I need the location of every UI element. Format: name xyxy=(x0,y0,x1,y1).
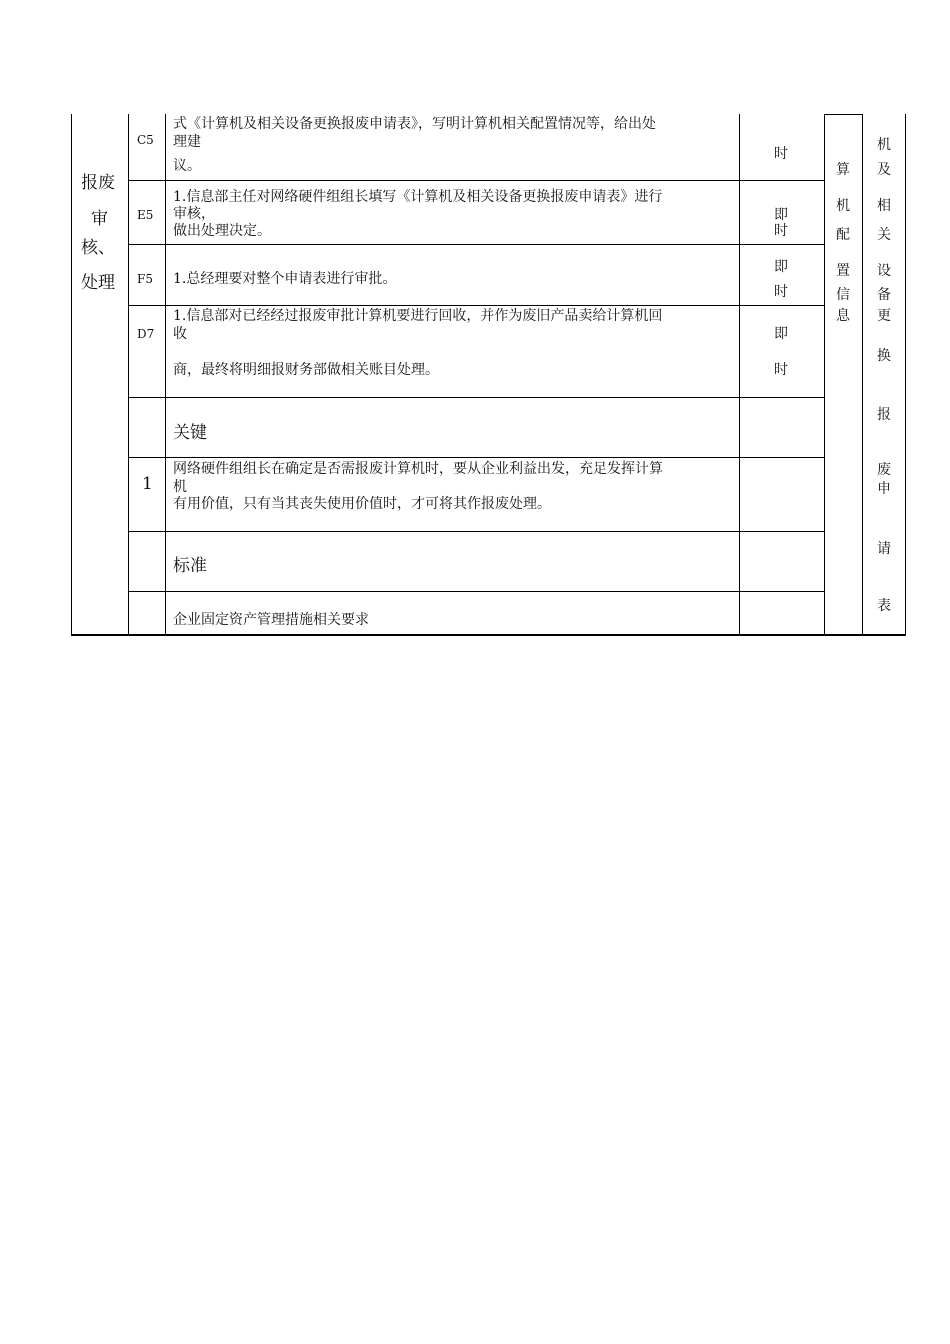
grid-line xyxy=(128,114,129,636)
grid-line xyxy=(128,397,825,398)
step-code: F5 xyxy=(137,272,153,286)
step-text: 议。 xyxy=(173,158,201,174)
grid-line xyxy=(165,114,166,636)
time-label: 即 xyxy=(774,326,788,342)
step-text: 商，最终将明细报财务部做相关账目处理。 xyxy=(173,362,439,378)
doc-column-char: 算 xyxy=(836,162,850,178)
stage-label: 核、 xyxy=(81,238,115,258)
doc-column-char: 关 xyxy=(877,227,891,243)
time-label: 时 xyxy=(774,362,788,378)
stage-label: 报废 xyxy=(81,173,115,193)
time-label: 时 xyxy=(774,284,788,300)
key-item-text: 有用价值，只有当其丧失使用价值时，才可将其作报废处理。 xyxy=(173,496,551,512)
step-code: D7 xyxy=(137,327,155,341)
doc-column-char: 机 xyxy=(877,137,891,153)
grid-line xyxy=(128,457,825,458)
key-item-text: 网络硬件组组长在确定是否需报废计算机时，要从企业利益出发，充足发挥计算 xyxy=(173,461,663,477)
grid-line xyxy=(824,114,825,636)
key-item-number: 1 xyxy=(142,474,153,494)
doc-column-char: 信 xyxy=(836,287,850,303)
grid-line xyxy=(128,531,825,532)
grid-line xyxy=(739,114,740,636)
doc-column-char: 置 xyxy=(836,263,850,279)
step-text: 1.总经理要对整个申请表进行审批。 xyxy=(173,271,397,287)
doc-column-char: 废 xyxy=(877,462,891,478)
step-code: E5 xyxy=(137,208,154,222)
doc-column-char: 申 xyxy=(877,481,891,497)
time-label: 时 xyxy=(774,223,788,239)
grid-line xyxy=(128,591,825,592)
key-item-text: 机 xyxy=(173,479,187,495)
step-text: 理建 xyxy=(173,134,201,150)
step-text: 1.信息部对已经经过报废审批计算机要进行回收，并作为废旧产品卖给计算机回 xyxy=(173,308,663,324)
step-text: 收 xyxy=(173,326,187,342)
step-text: 1.信息部主任对网络硬件组组长填写《计算机及相关设备更换报废申请表》进行 xyxy=(173,189,663,205)
standard-text: 企业固定资产管理措施相关要求 xyxy=(173,612,369,628)
grid-line xyxy=(128,305,825,306)
grid-line xyxy=(71,634,906,636)
doc-column-char: 机 xyxy=(836,198,850,214)
grid-line xyxy=(71,114,72,636)
doc-column-char: 相 xyxy=(877,198,891,214)
doc-column-char: 息 xyxy=(836,308,850,324)
step-text: 做出处理决定。 xyxy=(173,223,271,239)
time-label: 即 xyxy=(774,207,788,223)
doc-column-char: 报 xyxy=(877,407,891,423)
doc-column-char: 及 xyxy=(877,162,891,178)
key-heading: 关键 xyxy=(173,423,207,443)
doc-column-char: 换 xyxy=(877,348,891,364)
grid-line xyxy=(862,114,863,636)
doc-column-char: 设 xyxy=(877,263,891,279)
grid-line xyxy=(128,180,825,181)
time-label: 时 xyxy=(774,146,788,162)
grid-line xyxy=(128,244,825,245)
doc-column-char: 配 xyxy=(836,227,850,243)
step-text: 审核， xyxy=(173,206,215,222)
time-label: 即 xyxy=(774,259,788,275)
doc-column-char: 备 xyxy=(877,287,891,303)
doc-column-char: 表 xyxy=(877,598,891,614)
step-text: 式《计算机及相关设备更换报废申请表》，写明计算机相关配置情况等，给出处 xyxy=(173,116,656,132)
stage-label: 处理 xyxy=(81,273,115,293)
step-code: C5 xyxy=(137,133,154,147)
stage-label: 审 xyxy=(91,209,108,229)
standard-heading: 标准 xyxy=(173,556,207,576)
doc-column-char: 更 xyxy=(877,308,891,324)
grid-line xyxy=(905,114,906,636)
grid-line xyxy=(824,114,863,115)
doc-column-char: 请 xyxy=(877,541,891,557)
